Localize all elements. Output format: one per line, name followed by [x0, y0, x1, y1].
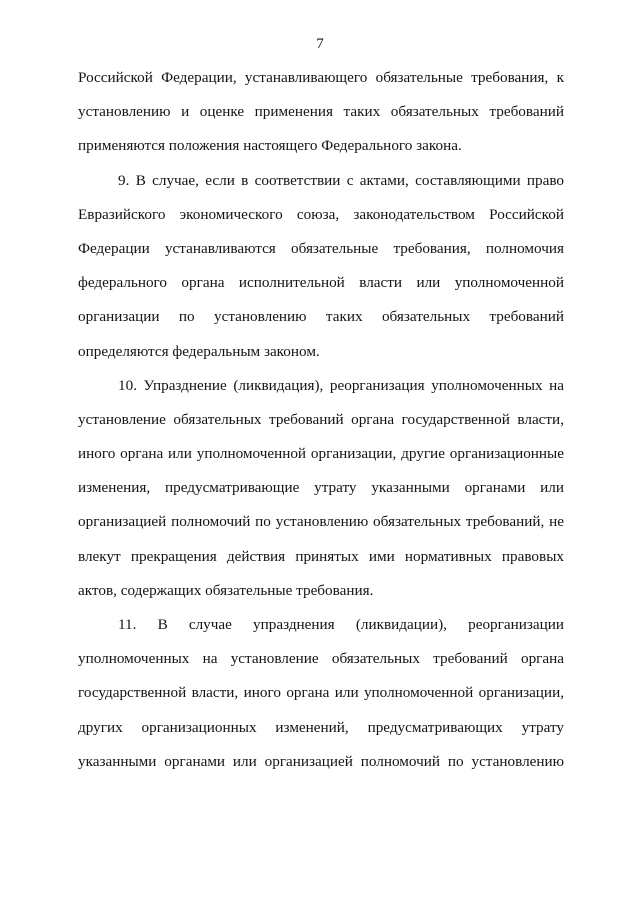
- text-line: актов, содержащих обязательные требования.: [78, 581, 374, 599]
- document-body: [78, 61, 564, 779]
- text-line: Евразийского экономического союза, законодательством Российской: [78, 205, 564, 223]
- paragraph-8-continuation: [78, 61, 564, 164]
- text-line: Российской Федерации, устанавливающего обязательные требования, к: [78, 69, 564, 86]
- paragraph-10: [78, 369, 564, 608]
- text-line: установление обязательных требований органа государственной власти,: [78, 410, 564, 428]
- text-line: указанными органами или организацией полномочий по установлению: [78, 752, 564, 770]
- text-line: 11. В случае упразднения (ликвидации), реорганизации: [118, 616, 564, 633]
- text-line: уполномоченных на установление обязательных требований органа: [78, 650, 564, 668]
- text-line: государственной власти, иного органа или уполномоченной организации,: [78, 684, 564, 702]
- text-line: других организационных изменений, предусматривающих утрату: [78, 718, 564, 736]
- paragraph-9: [78, 164, 564, 369]
- text-line: применяются положения настоящего Федерального закона.: [78, 137, 462, 155]
- text-line: Федерации устанавливаются обязательные требования, полномочия: [78, 239, 564, 257]
- text-line: иного органа или уполномоченной организации, другие организационные: [78, 445, 564, 463]
- text-line: влекут прекращения действия принятых ими нормативных правовых: [78, 547, 564, 565]
- text-line: изменения, предусматривающие утрату указанными органами или: [78, 479, 564, 497]
- text-line: федерального органа исполнительной власти или уполномоченной: [78, 274, 564, 292]
- text-line: определяются федеральным законом.: [78, 342, 320, 360]
- text-line: 10. Упразднение (ликвидация), реорганизация уполномоченных на: [118, 376, 564, 394]
- page-number: 7: [316, 36, 324, 52]
- paragraph-11: [78, 608, 564, 779]
- text-line: организации по установлению таких обязательных требований: [78, 308, 564, 326]
- text-line: 9. В случае, если в соответствии с актами, составляющими право: [118, 171, 564, 189]
- text-line: организацией полномочий по установлению обязательных требований, не: [78, 513, 564, 531]
- text-line: установлению и оценке применения таких обязательных требований: [78, 103, 564, 121]
